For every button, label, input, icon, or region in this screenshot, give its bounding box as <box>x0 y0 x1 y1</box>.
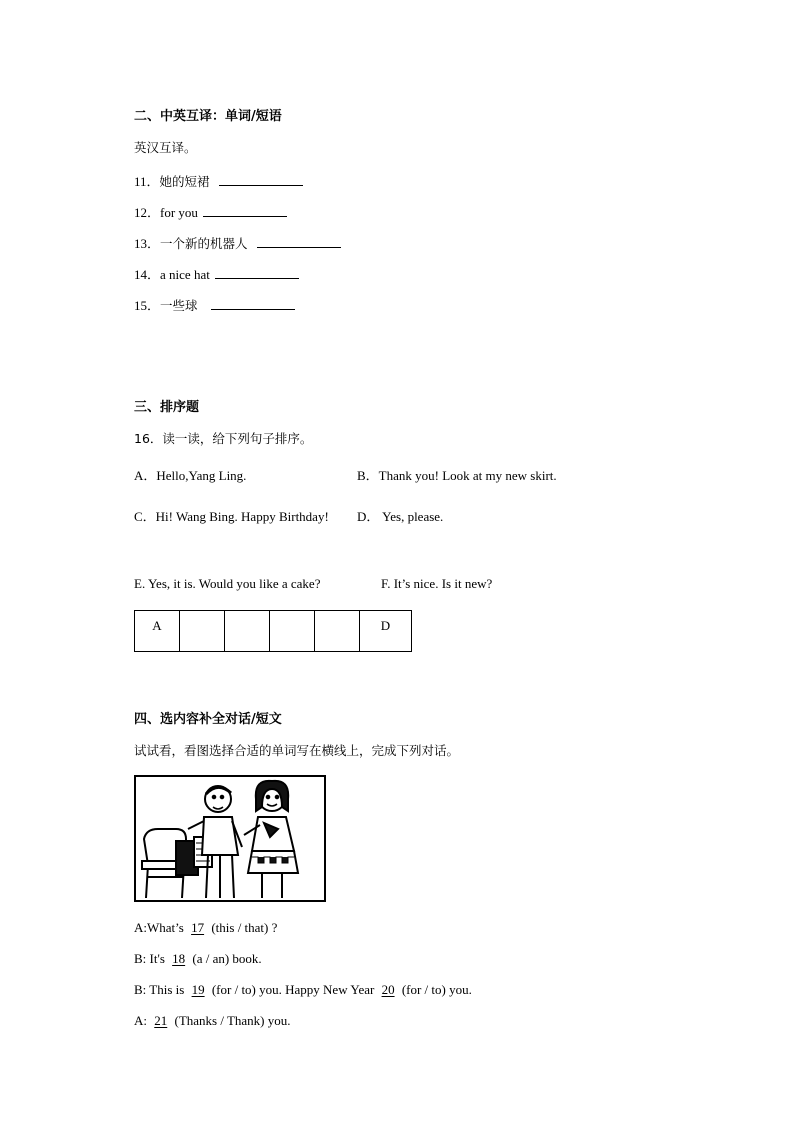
question-16: 16．读一读，给下列句子排序。 <box>134 431 313 446</box>
dialogue-line-3 <box>134 982 472 998</box>
dialogue-text: (a / an) book. <box>189 951 262 966</box>
dialogue-text: B: It's <box>134 951 169 966</box>
answer-blank[interactable] <box>203 203 287 217</box>
section-4-instruction: 试试看，看图选择合适的单词写在横线上，完成下列对话。 <box>134 743 460 758</box>
answer-blank[interactable] <box>257 234 341 248</box>
dialogue-text: (for / to) you. <box>398 982 472 997</box>
item-text: 她的短裙 <box>159 174 210 189</box>
order-cell[interactable] <box>225 611 270 652</box>
section-2-heading: 二、中英互译：单词/短语 <box>134 109 282 124</box>
answer-blank[interactable] <box>215 265 299 279</box>
answer-blank[interactable] <box>219 172 303 186</box>
order-cell[interactable] <box>270 611 315 652</box>
dialogue-text: A: <box>134 1013 151 1028</box>
item-number: 12． <box>134 205 161 220</box>
item-text: for you <box>160 205 198 220</box>
option-d: D． Yes, please. <box>357 509 444 524</box>
dialogue-text: (Thanks / Thank) you. <box>171 1013 291 1028</box>
order-table <box>134 610 412 652</box>
list-item <box>134 172 303 190</box>
answer-blank[interactable] <box>211 296 295 310</box>
item-number: 11． <box>134 174 160 189</box>
dialogue-line-1 <box>134 920 277 936</box>
order-cell[interactable] <box>180 611 225 652</box>
option-e: E. Yes, it is. Would you like a cake? <box>134 576 321 591</box>
blank-18[interactable]: 18 <box>172 951 186 966</box>
dialogue-line-4 <box>134 1013 291 1029</box>
option-a: A．Hello,Yang Ling. <box>134 468 247 483</box>
section-3-heading: 三、排序题 <box>134 400 200 415</box>
order-cell[interactable]: A <box>135 611 180 652</box>
illustration-drawing <box>136 777 324 900</box>
order-cell[interactable]: D <box>360 611 412 652</box>
blank-19[interactable]: 19 <box>191 982 205 997</box>
item-text: 一个新的机器人 <box>160 236 248 251</box>
dialogue-text: (this / that) ? <box>208 920 278 935</box>
option-b: B．Thank you! Look at my new skirt. <box>357 468 557 483</box>
item-text: a nice hat <box>160 267 210 282</box>
blank-20[interactable]: 20 <box>381 982 395 997</box>
option-c: C．Hi! Wang Bing. Happy Birthday! <box>134 509 329 524</box>
illustration-boy-girl-gift <box>134 775 326 902</box>
blank-17[interactable]: 17 <box>191 920 205 935</box>
list-item <box>134 296 295 314</box>
list-item <box>134 234 341 252</box>
section-4-heading: 四、选内容补全对话/短文 <box>134 712 282 727</box>
item-number: 15． <box>134 298 161 313</box>
dialogue-line-2 <box>134 951 262 967</box>
item-text: 一些球 <box>160 298 198 313</box>
dialogue-text: (for / to) you. Happy New Year <box>208 982 378 997</box>
item-number: 14． <box>134 267 161 282</box>
dialogue-text: A:What’s <box>134 920 188 935</box>
dialogue-text: B: This is <box>134 982 188 997</box>
option-f: F. It’s nice. Is it new? <box>381 576 493 591</box>
list-item <box>134 203 287 221</box>
section-2-instruction: 英汉互译。 <box>134 140 197 155</box>
blank-21[interactable]: 21 <box>154 1013 168 1028</box>
item-number: 13． <box>134 236 161 251</box>
list-item <box>134 265 299 283</box>
order-cell[interactable] <box>315 611 360 652</box>
